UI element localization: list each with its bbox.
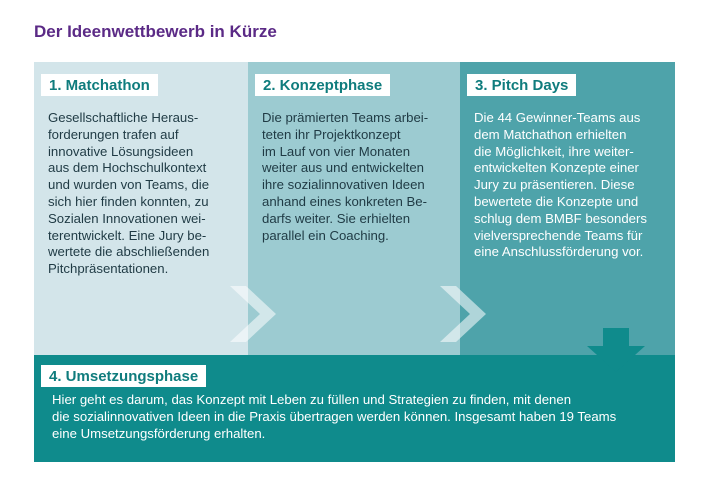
phase-4-text: Hier geht es darum, das Konzept mit Leben zu füllen und Strategien zu finden, mit denen die sozialinnovativen Ideen in die Praxis übertragen werden können. Insgesamt haben 19 Teams eine Umsetzungsförderung erhalten. (52, 392, 617, 441)
arrow-right-1-icon (230, 286, 276, 342)
phase-4-label: 4. Umsetzungsphase (41, 365, 206, 387)
arrow-right-2-icon (440, 286, 486, 342)
page-title: Der Ideenwettbewerb in Kürze (34, 22, 277, 41)
phase-2-text: Die prämierten Teams arbei- teten ihr Projektkonzept im Lauf von vier Monaten weiter aus und entwickelten ihre sozialinnovativen Ideen anhand eines konkreten Be- darfs weiter. Sie erhielten parallel ein Coaching. (262, 110, 429, 243)
phase-3-text: Die 44 Gewinner-Teams aus dem Matchathon erhielten die Möglichkeit, ihre weiter- entwickelten Konzepte einer Jury zu präsentieren. Diese bewertete die Konzepte und schlug dem BMBF besonders vielversprechende Teams für eine Anschlussförderung vor. (474, 110, 647, 260)
arrow-down-icon (587, 328, 645, 372)
phase-3-label: 3. Pitch Days (467, 74, 576, 96)
phase-1-label: 1. Matchathon (41, 74, 158, 96)
phase-1-text: Gesellschaftliche Heraus- forderungen trafen auf innovative Lösungsideen aus dem Hochschulkontext und wurden von Teams, die sich hier finden konnten, zu Sozialen Innovationen wei- terentwickelt. Eine Jury be- wertete die abschließenden Pitchpräsentationen. (48, 110, 210, 277)
phase-2-label: 2. Konzeptphase (255, 74, 390, 96)
